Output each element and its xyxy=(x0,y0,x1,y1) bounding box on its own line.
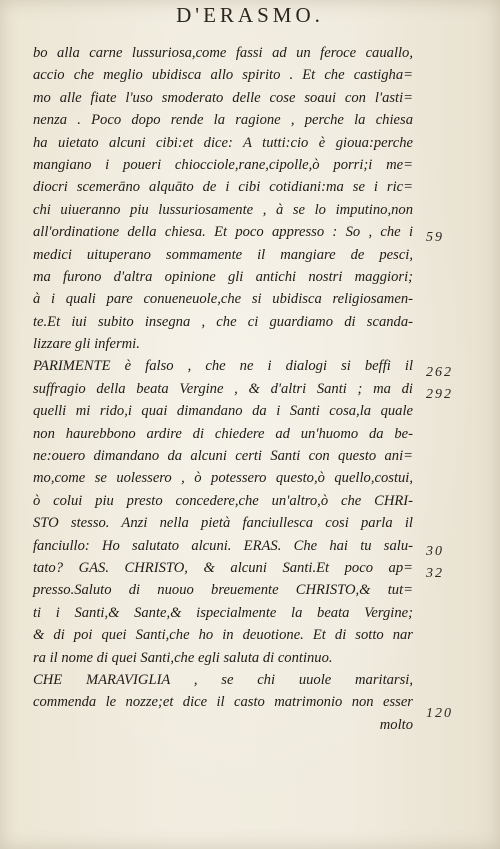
text-line: lizzare gli infermi. xyxy=(33,336,140,353)
catchword: molto xyxy=(379,716,413,733)
text-line: bo alla carne lussuriosa,come fassi ad un feroce cauallo, xyxy=(33,45,413,61)
text-line: ò colui piu presto concedere,che un'altro,ò che CHRI- xyxy=(33,492,413,509)
text-line: accio che meglio ubidisca allo spirito . Et che castigha= xyxy=(33,67,413,84)
text-line: mo alle fiate l'uso smoderato delle cose soaui con l'asti= xyxy=(33,89,413,106)
text-line: ti i Santi,& Sante,& ispecialmente la beata Vergine; xyxy=(33,604,413,621)
text-line: chi uiueranno piu lussuriosamente , à se lo imputino,non xyxy=(33,201,413,218)
running-header: D'ERASMO. xyxy=(176,3,324,27)
text-line: ra il nome di quei Santi,che egli saluta di continuo. xyxy=(33,649,333,666)
margin-note: 292 xyxy=(426,387,453,402)
text-line: ma furono d'altra opinione gli antichi nostri maggiori; xyxy=(33,268,413,285)
text-line: & di poi quei Santi,che ho in deuotione. Et di sotto nar xyxy=(33,627,413,644)
text-line: all'ordinatione della chiesa. Et poco appresso : So , che i xyxy=(33,224,413,241)
text-line: ne:ouero dimandano da alcuni certi Santi con questo ani= xyxy=(33,448,413,465)
text-line: mo,come se uolessero , ò potessero questo,ò quello,costui, xyxy=(33,470,413,487)
text-line: nenza . Poco dopo rende la ragione , perche la chiesa xyxy=(33,112,413,129)
margin-note: 262 xyxy=(426,365,453,380)
paragraph-start-line: PARIMENTE è falso , che ne i dialogi si beffi il xyxy=(33,358,413,375)
paragraph-start-line: CHE MARAVIGLIA , se chi uuole maritarsi, xyxy=(33,671,413,688)
text-line: medici uituperano sommamente il mangiare de pesci, xyxy=(33,246,413,263)
text-line: commenda le nozze;et dice il casto matrimonio non esser xyxy=(33,694,413,711)
text-line: presso.Saluto di nuouo breuemente CHRISTO,& tut= xyxy=(33,582,413,599)
margin-note: 59 xyxy=(426,230,444,245)
text-line: à i quali pare conueneuole,che si ubidisca religiosamen- xyxy=(33,291,413,308)
text-line: diocri scemerāno alquāto de i cibi cotidiani:ma se i ric= xyxy=(33,179,413,196)
text-line: suffragio della beata Vergine , & d'altri Santi ; ma di xyxy=(33,380,413,397)
margin-note: 120 xyxy=(426,706,453,721)
margin-note: 30 xyxy=(426,544,444,559)
margin-note: 32 xyxy=(426,566,444,581)
text-line: quelli mi rido,i quai dimandano da i Santi cosa,la quale xyxy=(33,403,413,420)
text-line: mangiano i poueri chiocciole,rane,cipolle,ò porri;i me= xyxy=(33,156,413,173)
text-line: te.Et iui subito insegna , che ci guardiamo di scanda- xyxy=(33,313,413,330)
body-text xyxy=(33,42,413,736)
text-line: tato? GAS. CHRISTO, & alcuni Santi.Et poco ap= xyxy=(33,559,413,576)
text-line: non haurebbono ardire di chiedere ad un'huomo da be- xyxy=(33,425,413,442)
text-line: ha uietato alcuni cibi:et dice: A tutti:cio è gioua:perche xyxy=(33,134,413,151)
text-line: fanciullo: Ho salutato alcuni. ERAS. Che hai tu salu- xyxy=(33,537,413,554)
text-line: STO stesso. Anzi nella pietà fanciullesca cosi parla il xyxy=(33,515,413,532)
